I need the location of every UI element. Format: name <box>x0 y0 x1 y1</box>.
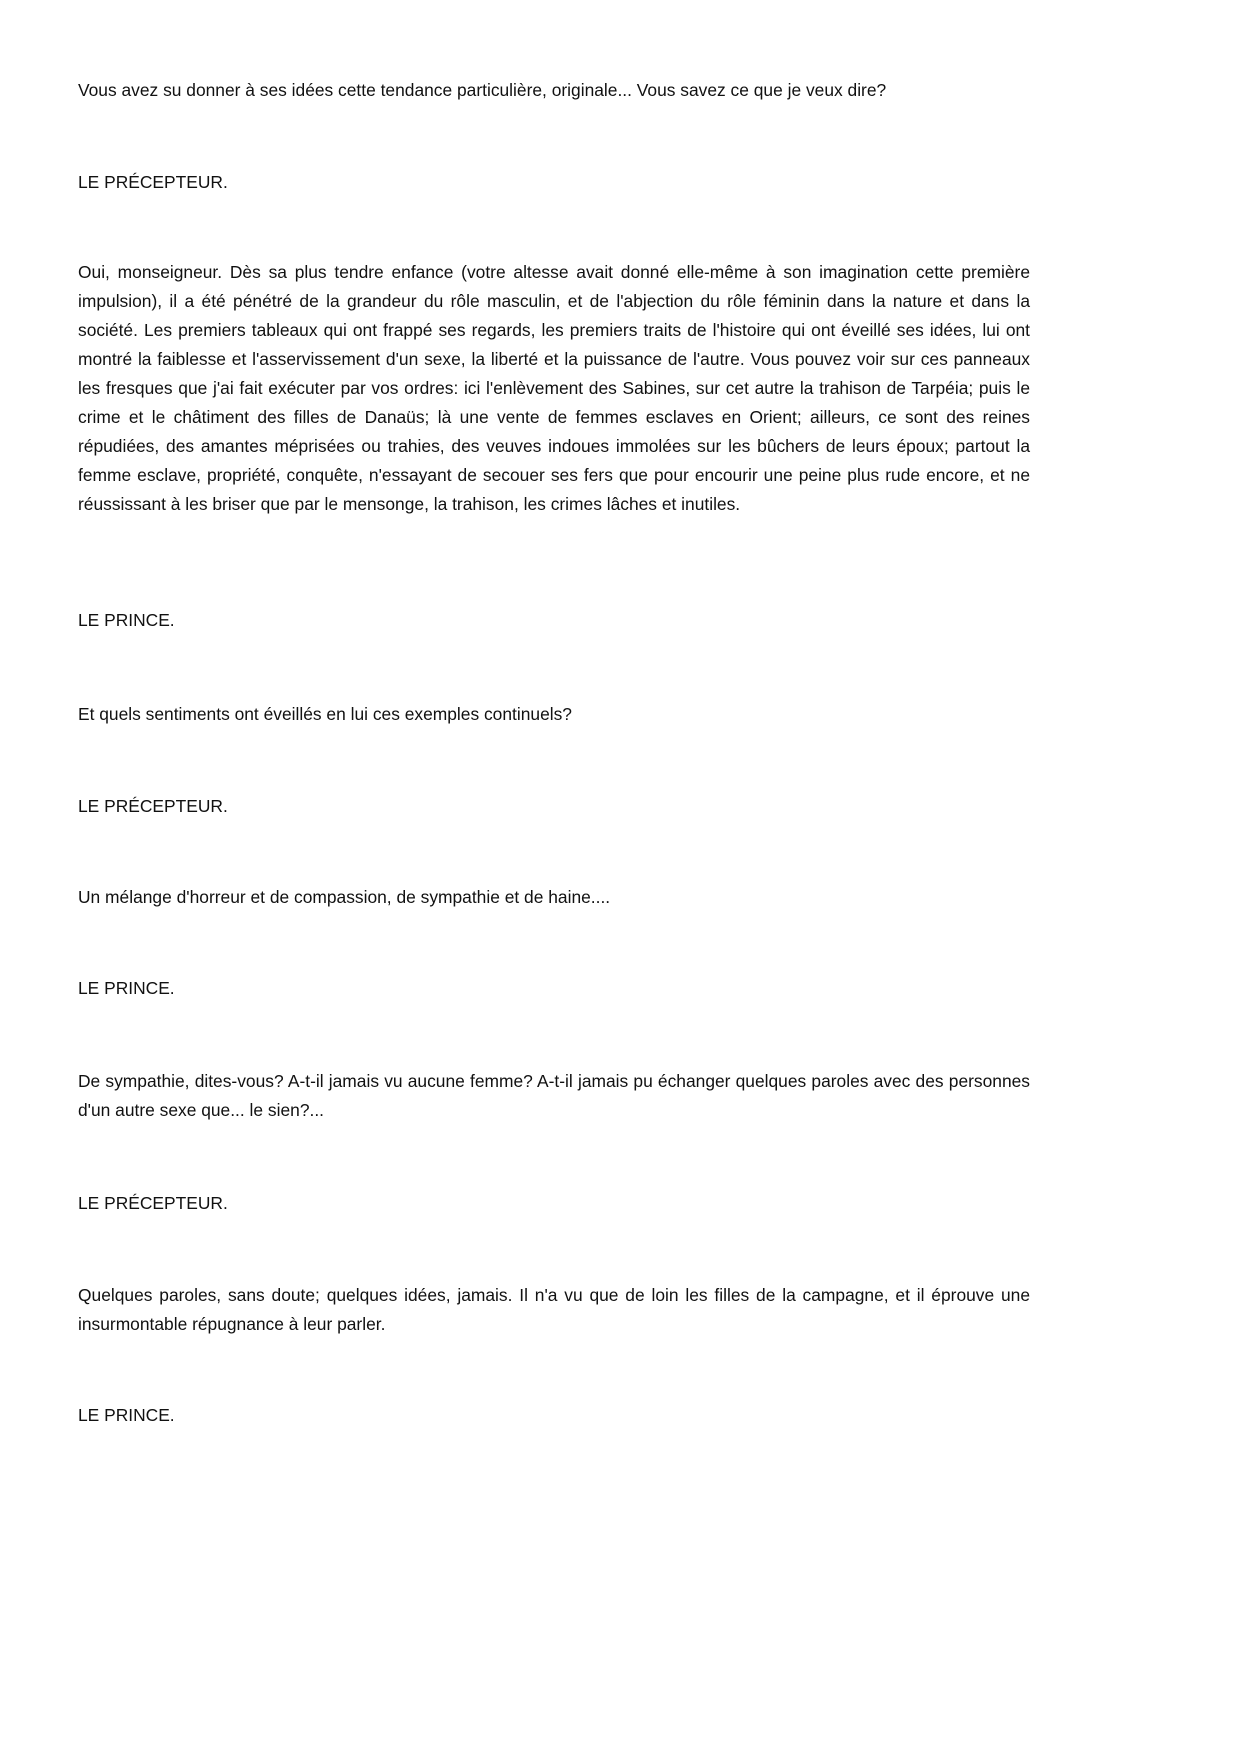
speech-paragraph: De sympathie, dites-vous? A-t-il jamais vu aucune femme? A-t-il jamais pu échanger quelques paroles avec des personnes d'un autre sexe que... le sien?... <box>78 1071 1030 1120</box>
speaker-name: LE PRINCE. <box>78 978 175 998</box>
speaker-name: LE PRÉCEPTEUR. <box>78 796 228 816</box>
speaker-name: LE PRINCE. <box>78 610 175 630</box>
speech-paragraph: Vous avez su donner à ses idées cette tendance particulière, originale... Vous savez ce que je veux dire? <box>78 80 887 100</box>
speaker-name: LE PRINCE. <box>78 1405 175 1425</box>
speech-paragraph: Oui, monseigneur. Dès sa plus tendre enfance (votre altesse avait donné elle-même à son imagination cette première impulsion), il a été pénétré de la grandeur du rôle masculin, et de l'abjection du rôle féminin dans la nature et dans la société. Les premiers tableaux qui ont frappé ses regards, les premiers traits de l'histoire qui ont éveillé ses idées, lui ont montré la faiblesse et l'asservissement d'un sexe, la liberté et la puissance de l'autre. Vous pouvez voir sur ces panneaux les fresques que j'ai fait exécuter par vos ordres: ici l'enlèvement des Sabines, sur cet autre la trahison de Tarpéia; puis le crime et le châtiment des filles de Danaüs; là une vente de femmes esclaves en Orient; ailleurs, ce sont des reines répudiées, des amantes méprisées ou trahies, des veuves indoues immolées sur les bûchers de leurs époux; partout la femme esclave, propriété, conquête, n'essayant de secouer ses fers que pour encourir une peine plus rude encore, et ne réussissant à les briser que par le mensonge, la trahison, les crimes lâches et inutiles. <box>78 262 1030 514</box>
speaker-name: LE PRÉCEPTEUR. <box>78 172 228 192</box>
speech-paragraph: Un mélange d'horreur et de compassion, de sympathie et de haine.... <box>78 887 611 907</box>
speech-paragraph: Et quels sentiments ont éveillés en lui ces exemples continuels? <box>78 704 572 724</box>
speech-paragraph: Quelques paroles, sans doute; quelques idées, jamais. Il n'a vu que de loin les filles de la campagne, et il éprouve une insurmontable répugnance à leur parler. <box>78 1285 1030 1334</box>
speaker-name: LE PRÉCEPTEUR. <box>78 1193 228 1213</box>
